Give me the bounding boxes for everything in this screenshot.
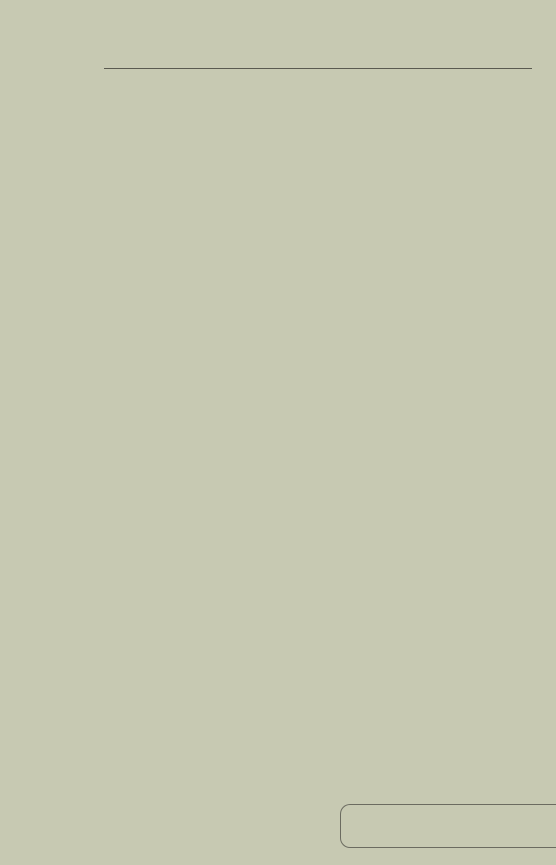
library-stamp-outline: [340, 804, 556, 848]
page-header: [104, 46, 532, 69]
chapter-heading: [104, 90, 532, 129]
body-text: [104, 90, 532, 129]
